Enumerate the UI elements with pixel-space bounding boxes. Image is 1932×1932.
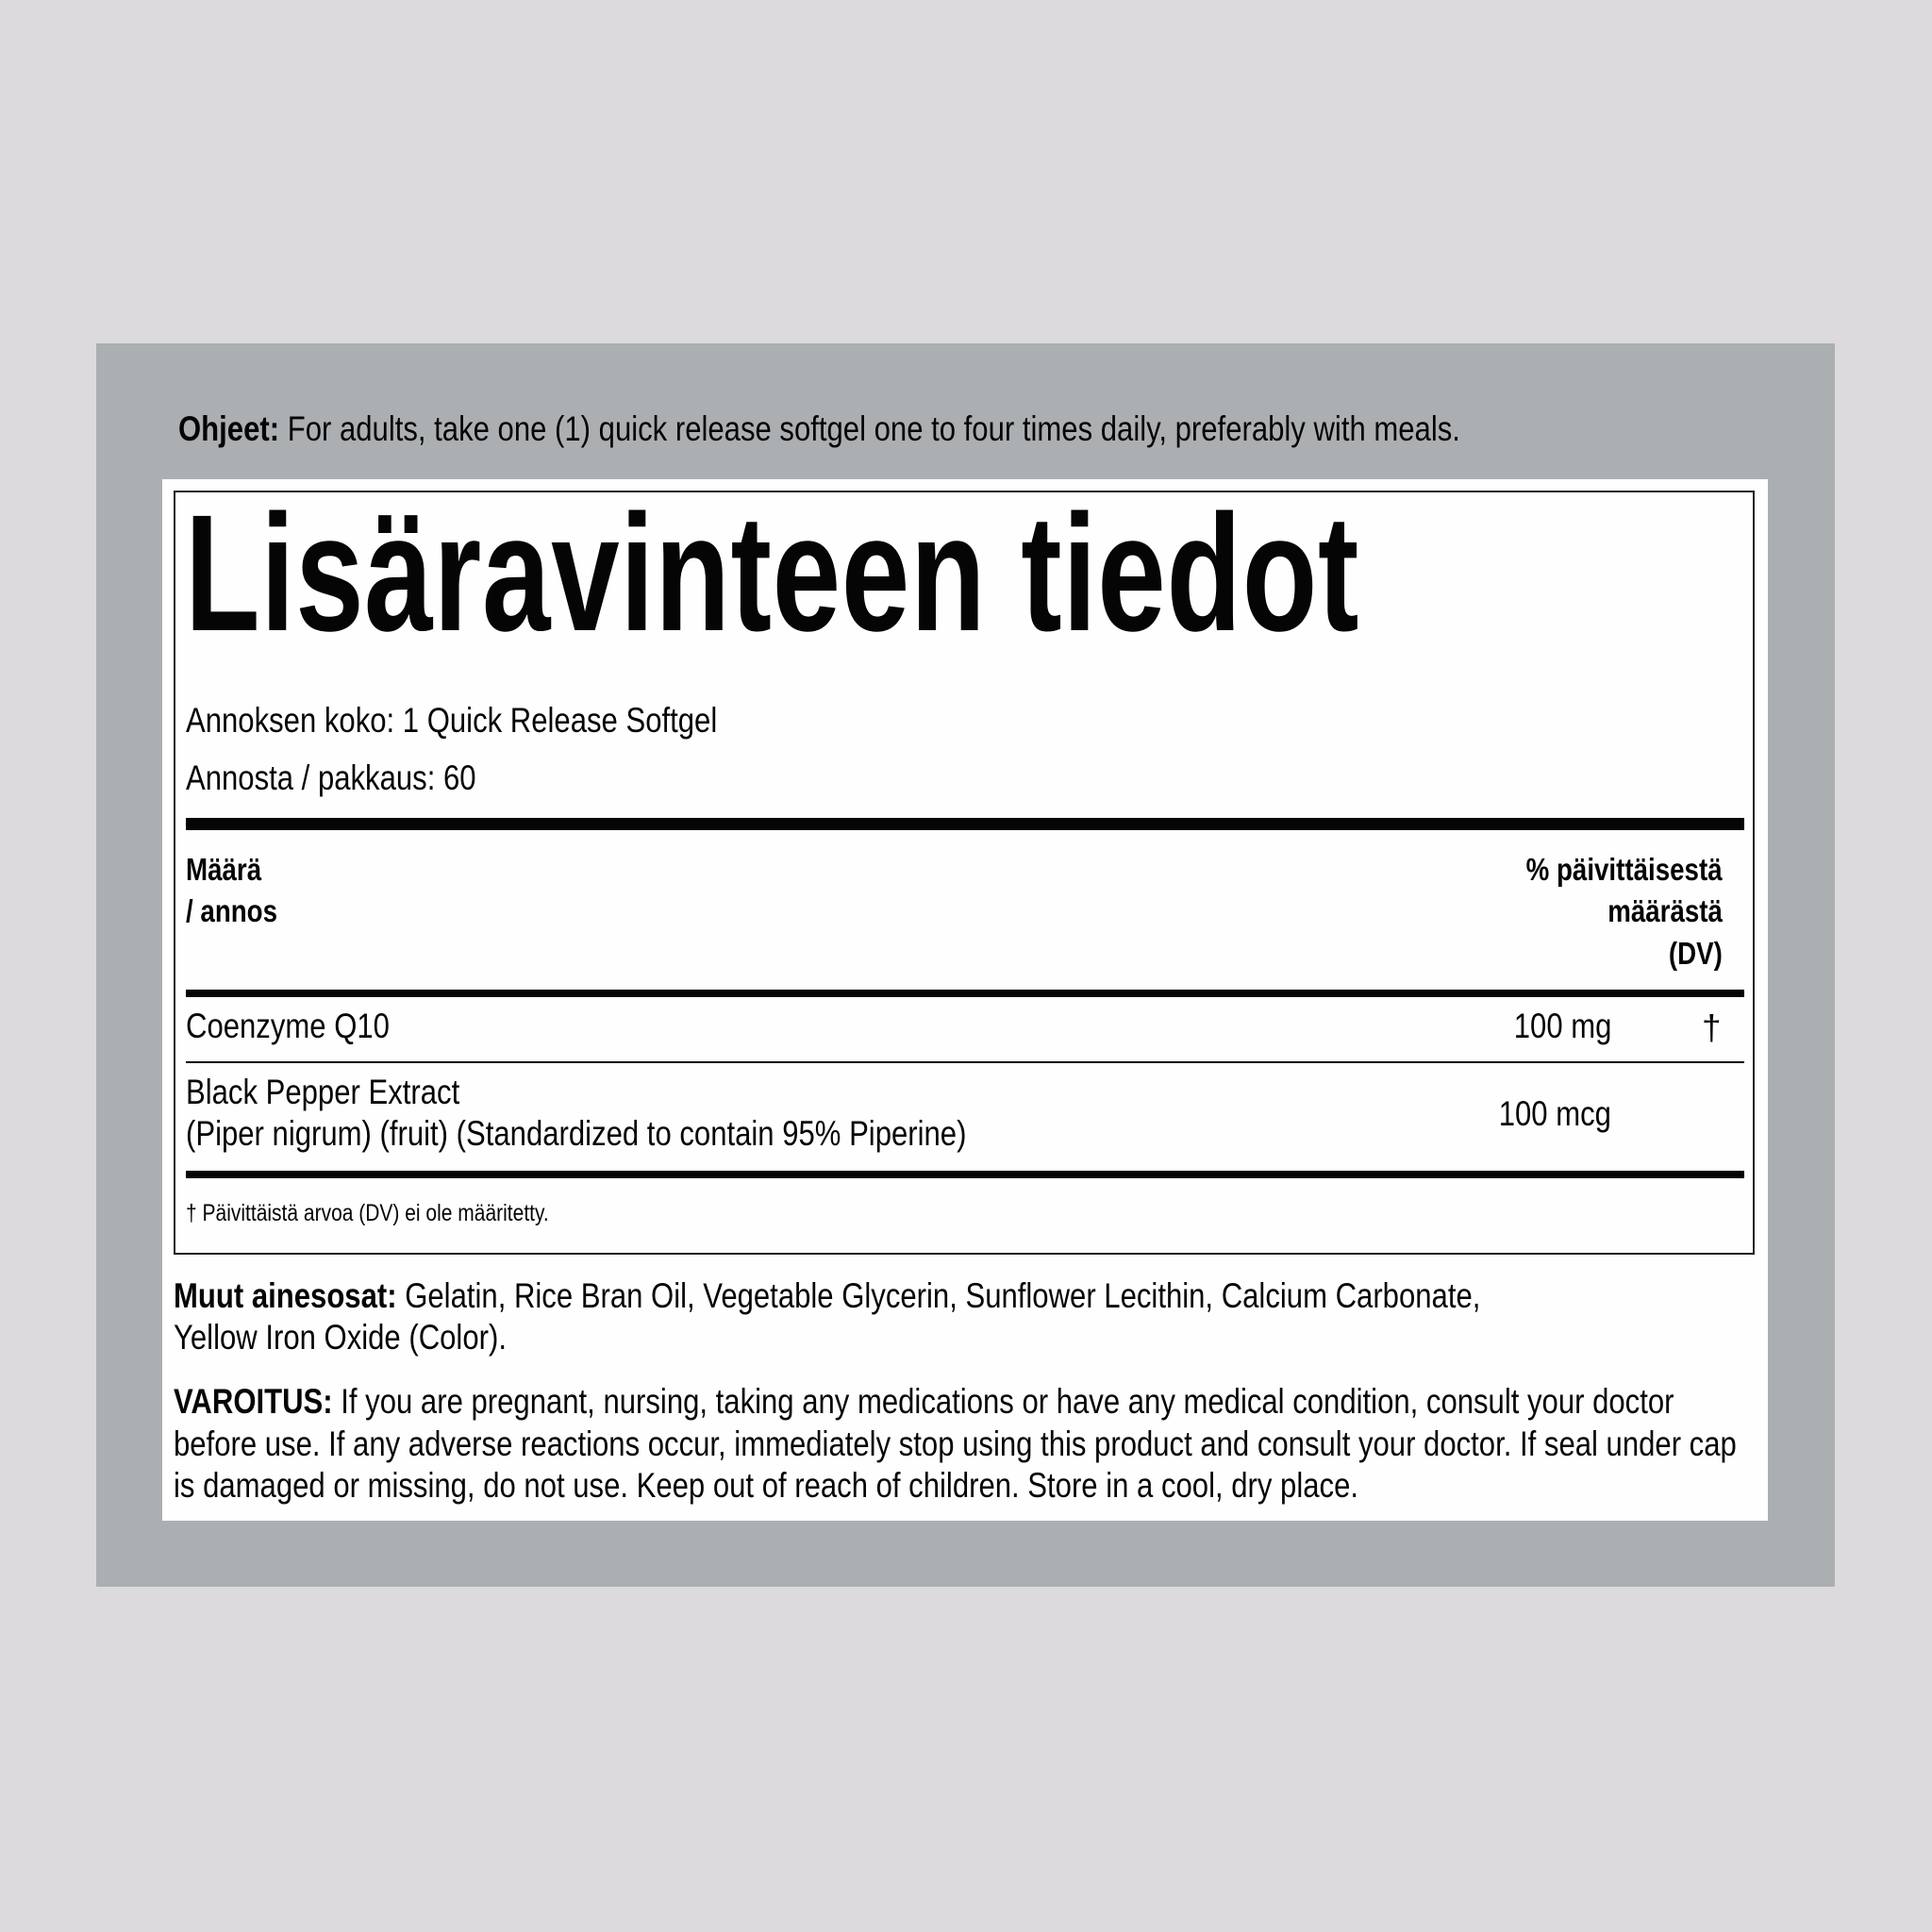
dv-header-3: (DV) [1669, 936, 1723, 971]
row-dv: † [1702, 1008, 1722, 1047]
other-ingredients-text: Gelatin, Rice Bran Oil, Vegetable Glycerin, Sunflower Lecithin, Calcium Carbonate, [396, 1276, 1481, 1315]
dv-header-1: % päivittäisestä [1525, 852, 1723, 887]
warning-label: VAROITUS: [174, 1382, 333, 1421]
other-ingredients-2: Yellow Iron Oxide (Color). [174, 1318, 507, 1357]
header-divider [186, 990, 1744, 997]
directions-text: For adults, take one (1) quick release softgel one to four times daily, preferably with meals. [279, 409, 1460, 448]
dv-header-2: määrästä [1607, 893, 1723, 928]
amount-header-2: / annos [186, 893, 278, 928]
other-ingredients-1 [174, 1275, 1480, 1317]
facts-title: Lisäravinteen tiedot [185, 481, 1360, 666]
other-ingredients-label: Muut ainesosat: [174, 1276, 397, 1315]
bottom-divider [186, 1171, 1744, 1178]
row-divider [186, 1061, 1744, 1063]
warning-line-2: before use. If any adverse reactions occur, immediately stop using this product and consult your doctor. If seal under cap [174, 1424, 1737, 1463]
directions [178, 408, 1460, 450]
row-name: Black Pepper Extract [186, 1073, 460, 1111]
thick-divider [186, 818, 1744, 830]
warning-text: If you are pregnant, nursing, taking any medications or have any medical condition, consult your doctor [332, 1382, 1674, 1421]
footnote: † Päivittäistä arvoa (DV) ei ole määritetty. [186, 1200, 549, 1226]
row-amount: 100 mg [1513, 1007, 1611, 1045]
row-amount: 100 mcg [1498, 1094, 1611, 1133]
warning-line-3: is damaged or missing, do not use. Keep out of reach of children. Store in a cool, dry place. [174, 1466, 1358, 1505]
row-detail: (Piper nigrum) (fruit) (Standardized to contain 95% Piperine) [186, 1114, 967, 1153]
amount-header-1: Määrä [186, 852, 262, 887]
row-name: Coenzyme Q10 [186, 1007, 390, 1045]
serving-size: Annoksen koko: 1 Quick Release Softgel [186, 701, 718, 740]
warning-line-1 [174, 1381, 1674, 1423]
servings-per-container: Annosta / pakkaus: 60 [186, 758, 476, 797]
directions-label: Ohjeet: [178, 409, 280, 448]
